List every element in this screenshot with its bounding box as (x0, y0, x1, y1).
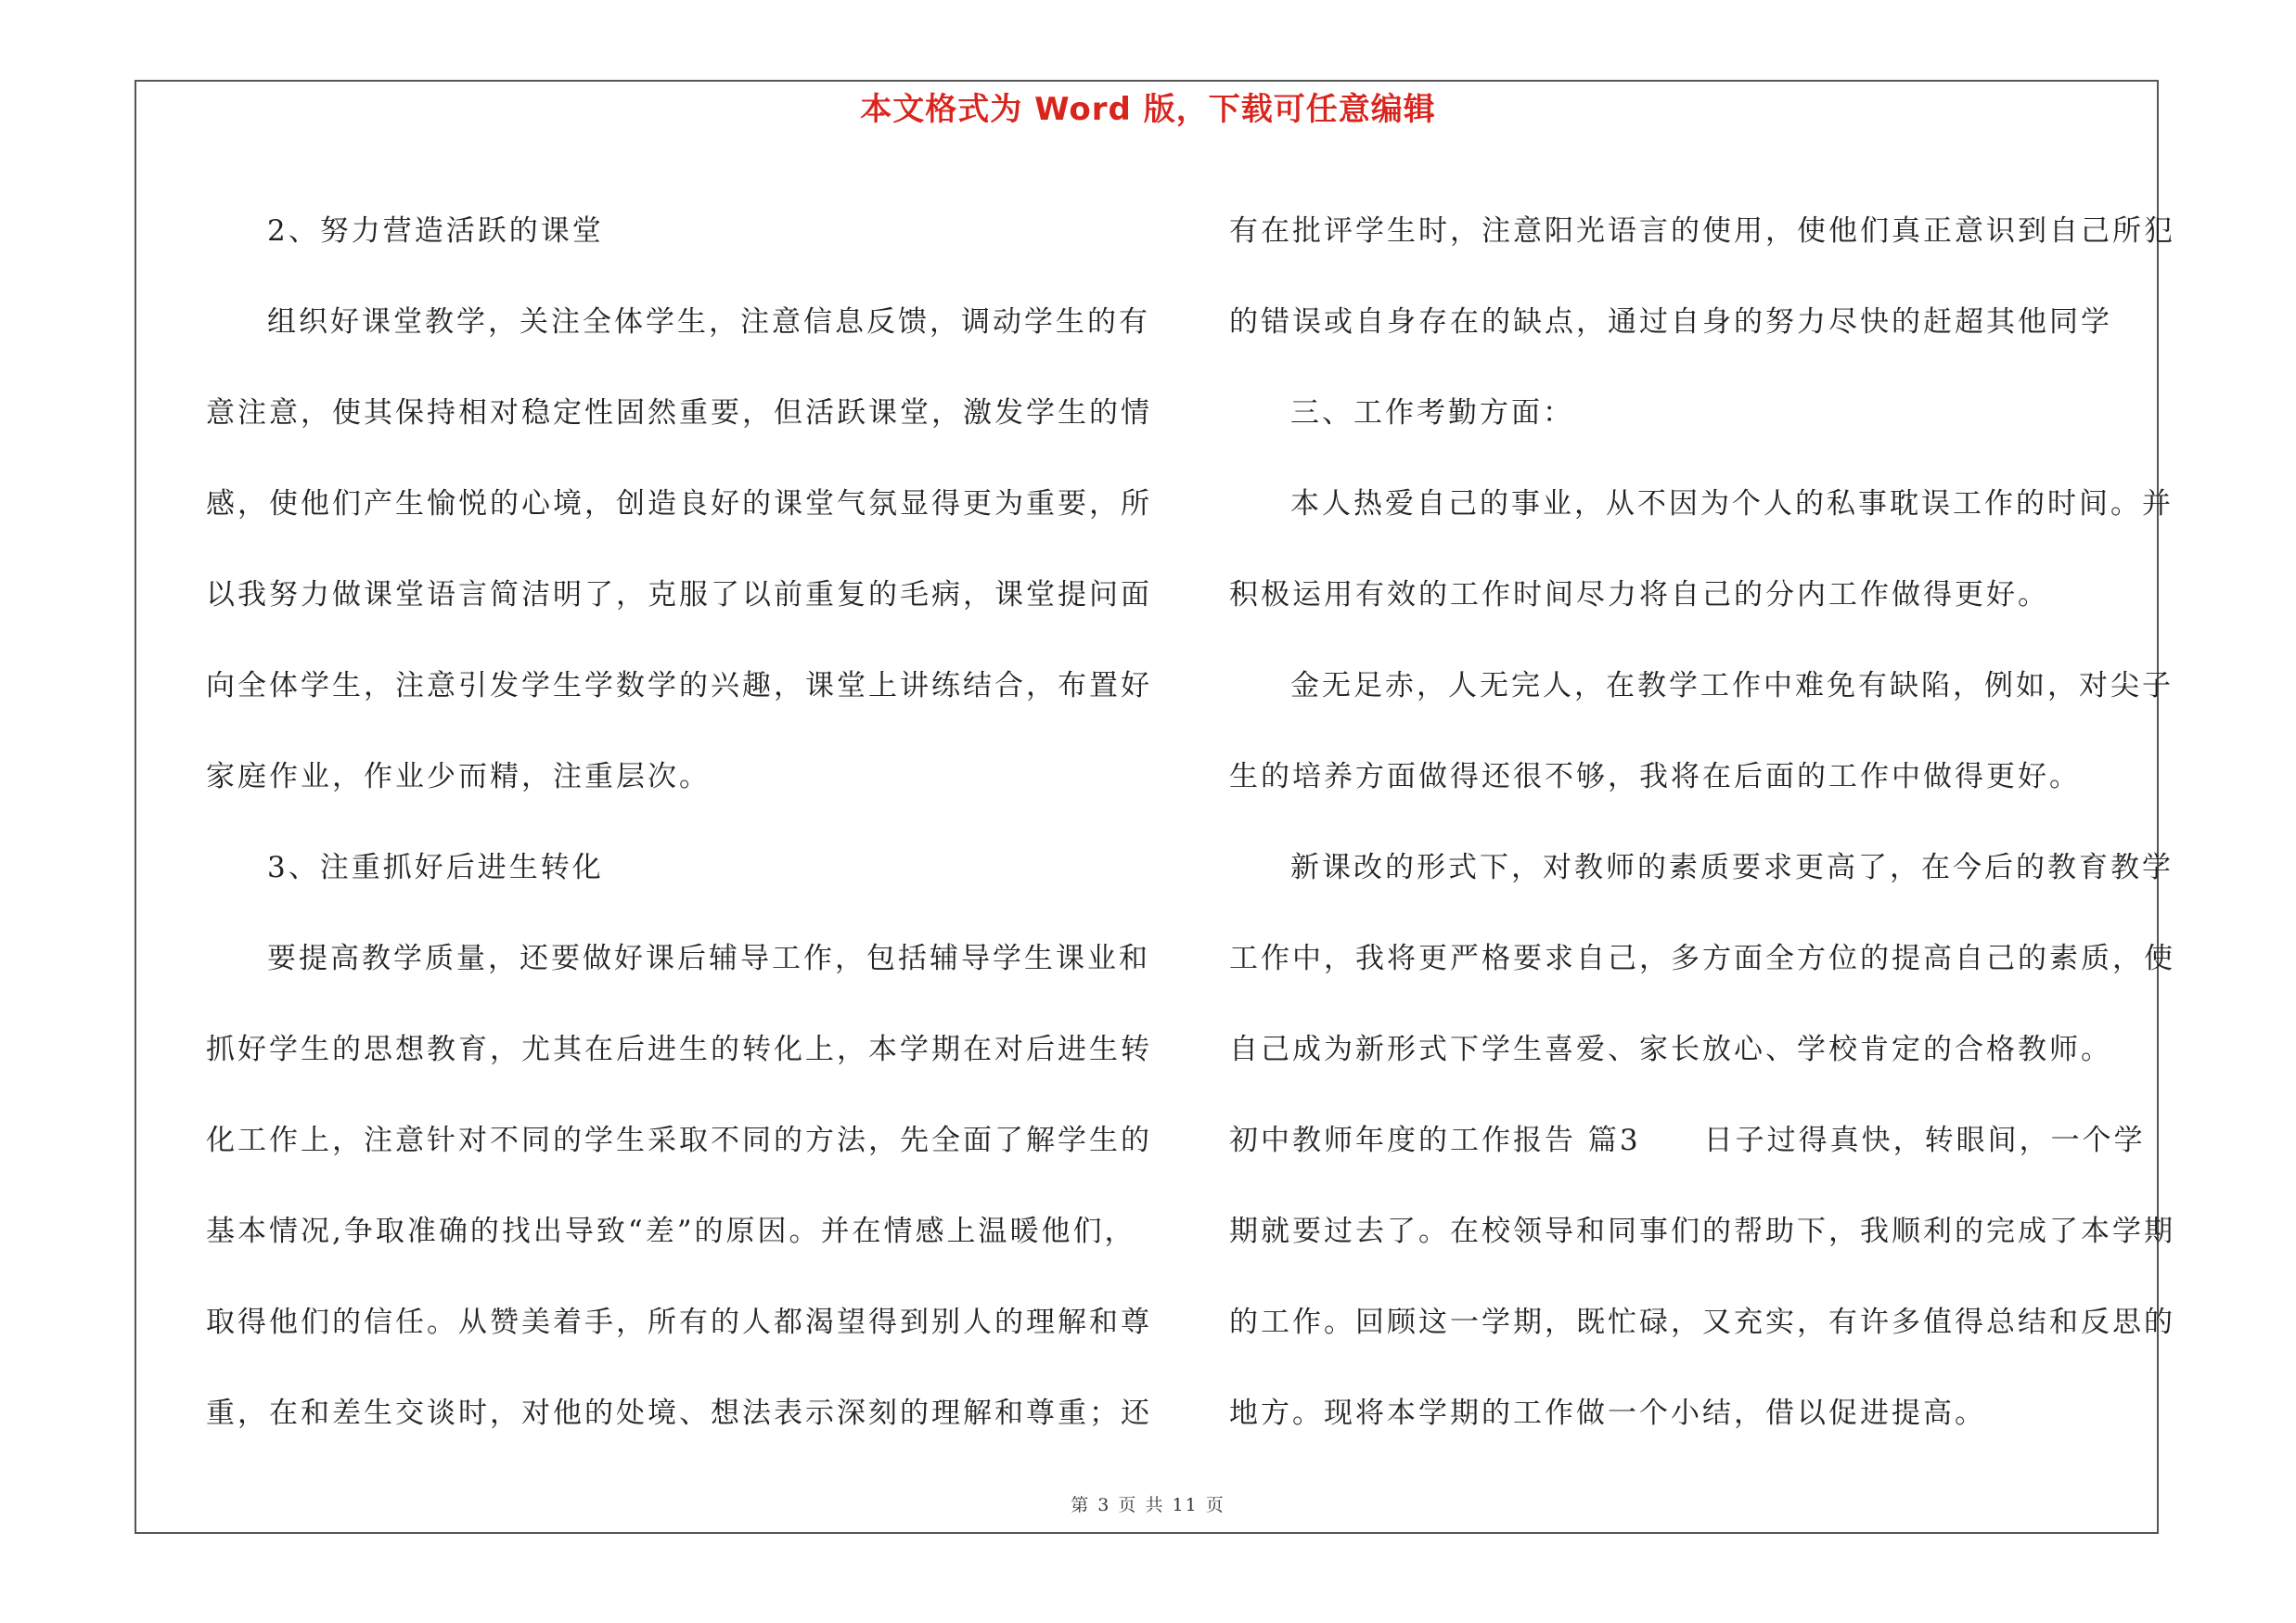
header-banner: 本文格式为 Word 版，下载可任意编辑 (860, 91, 1436, 128)
paragraph-line: 组织好课堂教学，关注全体学生，注意信息反馈，调动学生的有 (267, 305, 1150, 339)
paragraph-line: 本人热爱自己的事业，从不因为个人的私事耽误工作的时间。并 (1290, 487, 2174, 521)
paragraph-line: 取得他们的信任。从赞美着手，所有的人都渴望得到别人的理解和尊 (206, 1306, 1152, 1339)
paragraph-line: 期就要过去了。在校领导和同事们的帮助下，我顺利的完成了本学期 (1229, 1215, 2175, 1248)
paragraph-line: 自己成为新形式下学生喜爱、家长放心、学校肯定的合格教师。 (1229, 1033, 2112, 1066)
paragraph-line: 积极运用有效的工作时间尽力将自己的分内工作做得更好。 (1229, 578, 2049, 612)
paragraph-line: 有在批评学生时，注意阳光语言的使用，使他们真正意识到自己所犯 (1229, 214, 2175, 248)
paragraph-line: 感，使他们产生愉悦的心境，创造良好的课堂气氛显得更为重要，所 (206, 487, 1152, 521)
paragraph-line: 生的培养方面做得还很不够，我将在后面的工作中做得更好。 (1229, 760, 2081, 793)
section-heading-attendance: 三、工作考勤方面： (1290, 396, 1574, 430)
paragraph-line: 家庭作业，作业少而精，注重层次。 (206, 760, 711, 793)
right-column (1229, 186, 2175, 1459)
paragraph-line: 抓好学生的思想教育，尤其在后进生的转化上，本学期在对后进生转 (206, 1033, 1152, 1066)
paragraph-line: 意注意，使其保持相对稳定性固然重要，但活跃课堂，激发学生的情 (206, 396, 1152, 430)
paragraph-line: 新课改的形式下，对教师的素质要求更高了，在今后的教育教学 (1290, 851, 2174, 884)
paragraph-line: 重，在和差生交谈时，对他的处境、想法表示深刻的理解和尊重；还 (206, 1397, 1152, 1430)
paragraph-line: 化工作上，注意针对不同的学生采取不同的方法，先全面了解学生的 (206, 1124, 1152, 1157)
paragraph-line: 的工作。回顾这一学期，既忙碌，又充实，有许多值得总结和反思的 (1229, 1306, 2175, 1339)
paragraph-line: 基本情况,争取准确的找出导致“差”的原因。并在情感上温暖他们， (206, 1215, 1136, 1248)
paragraph-line: 向全体学生，注意引发学生学数学的兴趣，课堂上讲练结合，布置好 (206, 669, 1152, 702)
section-heading-3: 3、注重抓好后进生转化 (267, 851, 604, 884)
paragraph-line: 金无足赤，人无完人，在教学工作中难免有缺陷，例如，对尖子 (1290, 669, 2174, 702)
left-column (206, 186, 1152, 1459)
paragraph-line: 要提高教学质量，还要做好课后辅导工作，包括辅导学生课业和 (267, 942, 1150, 975)
paragraph-line: 以我努力做课堂语言简洁明了，克服了以前重复的毛病，课堂提问面 (206, 578, 1152, 612)
page-number-footer: 第 3 页 共 11 页 (1071, 1495, 1225, 1515)
section-heading-2: 2、努力营造活跃的课堂 (267, 214, 604, 248)
paragraph-line: 工作中，我将更严格要求自己，多方面全方位的提高自己的素质，使 (1229, 942, 2175, 975)
paragraph-line: 地方。现将本学期的工作做一个小结，借以促进提高。 (1229, 1397, 1986, 1430)
paragraph-line: 初中教师年度的工作报告 篇3 日子过得真快，转眼间，一个学 (1229, 1124, 2146, 1157)
paragraph-line: 的错误或自身存在的缺点，通过自身的努力尽快的赶超其他同学 (1229, 305, 2112, 339)
